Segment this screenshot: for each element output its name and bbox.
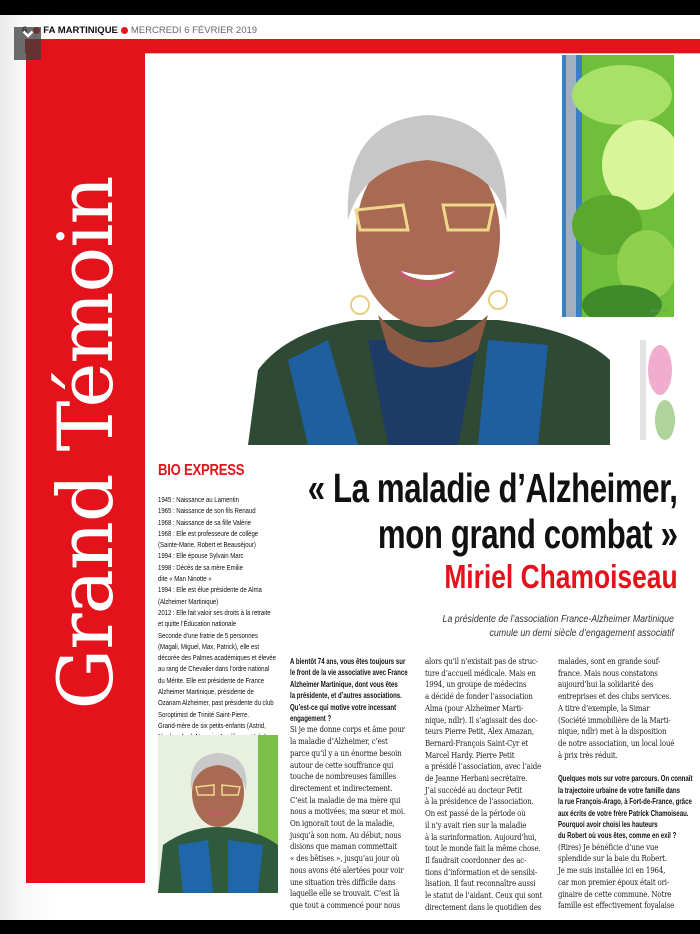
question-line: Quelques mots sur votre parcours. On connaît xyxy=(558,774,693,784)
body-line: parce qu’il y a un énorme besoin xyxy=(290,747,402,758)
chevron-down-icon xyxy=(22,29,34,39)
body-line: Je me suis installée ici en 1964, xyxy=(558,865,666,876)
body-line: On est passé de la période où xyxy=(425,808,526,819)
standfirst: La présidente de l’association France-Alzheimer Martinique cumule un demi siècle d’engagement associatif xyxy=(442,614,674,639)
body-line: nous avons été alertées pour voir xyxy=(290,864,404,875)
top-red-bar xyxy=(25,39,700,53)
article-column-3 xyxy=(558,656,693,912)
body-line: touche de nombreuses familles xyxy=(290,771,397,782)
question-line: A bientôt 74 ans, vous êtes toujours sur xyxy=(290,657,406,666)
question-line: Alzheimer Martinique, dont vous êtes xyxy=(290,679,398,689)
body-line: autour de cette souffrance qui xyxy=(290,759,394,770)
body-line: ture d’accueil médicale. Mais en xyxy=(425,667,536,678)
body-line: C’est la maladie de ma mère qui xyxy=(290,794,401,805)
body-line: laquelle elle se trouvait. C’est là xyxy=(290,888,400,899)
top-bezel xyxy=(0,0,700,15)
body-line: alors qu’il n’existait pas de struc- xyxy=(425,656,539,666)
body-line: A titre d’exemple, la Simar xyxy=(558,702,650,713)
body-line: car mon premier époux était ori- xyxy=(558,876,670,887)
body-line: 1994, un groupe de médecins xyxy=(425,679,527,690)
bio-line: (Sainte-Marie, Robert et Beauséjour) xyxy=(158,540,256,550)
question-line: engagement ? xyxy=(290,714,332,724)
body-line: une situation très difficile dans xyxy=(290,876,396,887)
bio-line: dite « Man Ninotte » xyxy=(158,574,212,584)
bio-line: 1965 : Naissance de son fils Renaud xyxy=(158,506,256,516)
question-line: aux écrits de votre frère Patrick Chamoiseau. xyxy=(558,808,689,818)
magazine-page xyxy=(0,15,700,920)
headline-line-1: « La maladie d’Alzheimer, xyxy=(308,465,678,511)
bio-line: Ozanam Alzheimer, past présidente du club xyxy=(158,698,274,708)
headline xyxy=(191,465,678,557)
body-line: france. Mais nous constatons xyxy=(558,667,658,678)
question-line: Qu’est-ce qui motive votre incessant xyxy=(290,702,397,712)
paragraph-gap xyxy=(558,761,688,773)
body-line: directement dans le quotidien des xyxy=(425,901,542,912)
body-line: nique, ndlr). Il s’agissait des doc- xyxy=(425,714,538,725)
bio-line: et quitte l’Éducation nationale xyxy=(158,619,237,629)
body-line: malades, sont en grande souf- xyxy=(558,656,661,666)
body-line: J’ai succédé au docteur Petit xyxy=(425,784,523,795)
body-line: de notre association, un local loué xyxy=(558,737,675,748)
bio-line: décorée des Palmes académiques et élevée xyxy=(158,653,276,663)
body-line: le statut de l’aidant. Ceux qui sont xyxy=(425,890,543,901)
body-line: que tout a commencé pour nous xyxy=(290,899,400,910)
bullet-dot xyxy=(121,27,128,34)
body-line: tions d’information et de sensibi- xyxy=(425,866,538,877)
portrait-photo xyxy=(248,100,610,445)
body-line: splendide sur la baie du Robert. xyxy=(558,853,668,864)
bottom-bezel xyxy=(0,920,700,934)
body-line: nique, ndlr) met à la disposition xyxy=(558,726,667,737)
article-column-1 xyxy=(290,656,420,912)
bio-express-title: BIO EXPRESS xyxy=(158,462,245,479)
body-line: à la présidence de l’association. xyxy=(425,796,534,807)
bio-line: (Alzheimer Martinique) xyxy=(158,596,219,606)
body-line: directement et indirectement. xyxy=(290,782,393,793)
body-line: la maladie d’Alzheimer, c’est xyxy=(290,736,388,747)
bio-line: 1994 : Elle épouse Sylvain Marc xyxy=(158,551,244,561)
divider xyxy=(145,53,700,54)
body-line: il n’y avait rien sur la maladie xyxy=(425,819,527,830)
body-line: Marcel Hardy. Pierre Petit xyxy=(425,749,515,760)
body-line: à la surinformation. Aujourd’hui, xyxy=(425,831,537,842)
bio-line: 1994 : Elle est élue présidente de Alma xyxy=(158,585,262,595)
body-line: disions que maman commettait xyxy=(290,841,398,852)
photo-credit: NFD/L.AA xyxy=(650,308,669,313)
body-line: famille est effectivement foyalaise xyxy=(558,900,675,911)
article-column-2 xyxy=(425,656,555,913)
body-line: Il faudrait coordonner des ac- xyxy=(425,854,527,865)
bio-line: Grand-mère de six petits-enfants (Astrid, xyxy=(158,720,266,730)
bio-line: du Mérite. Elle est présidente de France xyxy=(158,675,265,685)
question-line: la trajectoire urbaine de votre famille dans xyxy=(558,785,681,795)
body-line: de Jeanne Herbani secrétaire. xyxy=(425,773,528,784)
body-line: aujourd’hui la solidarité des xyxy=(558,679,654,690)
body-line: a décidé de fonder l’association xyxy=(425,691,533,702)
bio-line: 1968 : Elle est professeure de collège xyxy=(158,528,259,538)
body-line: ginaire de cette commune. Notre xyxy=(558,888,672,899)
body-line: « des bêtises », jusqu’au jour où xyxy=(290,853,400,864)
section-title: Grand Témoin xyxy=(40,176,130,709)
body-line: tout le monde fait la même chose. xyxy=(425,843,541,854)
bio-line: 1968 : Naissance de sa fille Valérie xyxy=(158,517,252,527)
body-line: Alma (pour Alzheimer Marti- xyxy=(425,702,524,713)
body-line: a présidé l’association, avec l’aide xyxy=(425,761,542,772)
body-line: (Société immobilière de la Marti- xyxy=(558,714,671,725)
body-line: teurs Pierre Petit, Alex Amazan, xyxy=(425,726,534,737)
body-line: lisation. Il faut reconnaître aussi xyxy=(425,878,536,889)
headline-line-2: mon grand combat » xyxy=(378,511,678,557)
body-line: Bernard-François Saint-Cyr et xyxy=(425,737,528,748)
bio-line: 2012 : Elle fait valoir ses droits à la retraite xyxy=(158,607,271,617)
collapse-toggle-button[interactable] xyxy=(14,27,41,60)
bio-line: 1945 : Naissance au Lamentin xyxy=(158,495,239,504)
question-line: Pourquoi avoir choisi les hauteurs xyxy=(558,819,658,829)
question-line: la présidente, et d’autres associations. xyxy=(290,691,402,701)
body-line: On ignorait tout de la maladie, xyxy=(290,818,395,829)
bio-line: (Magali, Miguel, Max, Patrick), elle est xyxy=(158,641,260,651)
publication-name: FA MARTINIQUE xyxy=(43,24,118,36)
question-line: du Robert où vous êtes, comme en exil ? xyxy=(558,831,677,841)
body-line: entreprises et des clubs services. xyxy=(558,691,672,702)
bio-line: au rang de Chevalier dans l’ordre national xyxy=(158,664,270,674)
page-header xyxy=(22,23,257,37)
interviewee-name: Miriel Chamoiseau xyxy=(444,558,678,595)
inset-portrait-photo xyxy=(158,735,278,893)
bio-line: Seconde d’une fratrie de 5 personnes xyxy=(158,630,258,640)
body-line: (Rires) Je bénéficie d’une vue xyxy=(558,841,659,852)
question-line: la rue François-Arago, à Fort-de-France, grâce xyxy=(558,797,692,807)
flower-photo xyxy=(610,330,675,450)
question-line: le front de la vie associative avec France xyxy=(290,668,408,678)
issue-date: MERCREDI 6 FÉVRIER 2019 xyxy=(130,24,258,36)
body-line: jusqu’à son nom. Au début, nous xyxy=(290,829,402,840)
body-line: à prix très réduit. xyxy=(558,749,618,760)
body-line: nous a motivées, ma sœur et moi. xyxy=(290,806,405,817)
bio-line: Soroptimist de Trinité Saint-Pierre. xyxy=(158,709,250,719)
body-line: Si je me donne corps et âme pour xyxy=(290,724,405,735)
bio-line: 1998 : Décès de sa mère Emilie xyxy=(158,562,243,572)
bio-line: Alzheimer Martinique, présidente de xyxy=(158,687,254,697)
